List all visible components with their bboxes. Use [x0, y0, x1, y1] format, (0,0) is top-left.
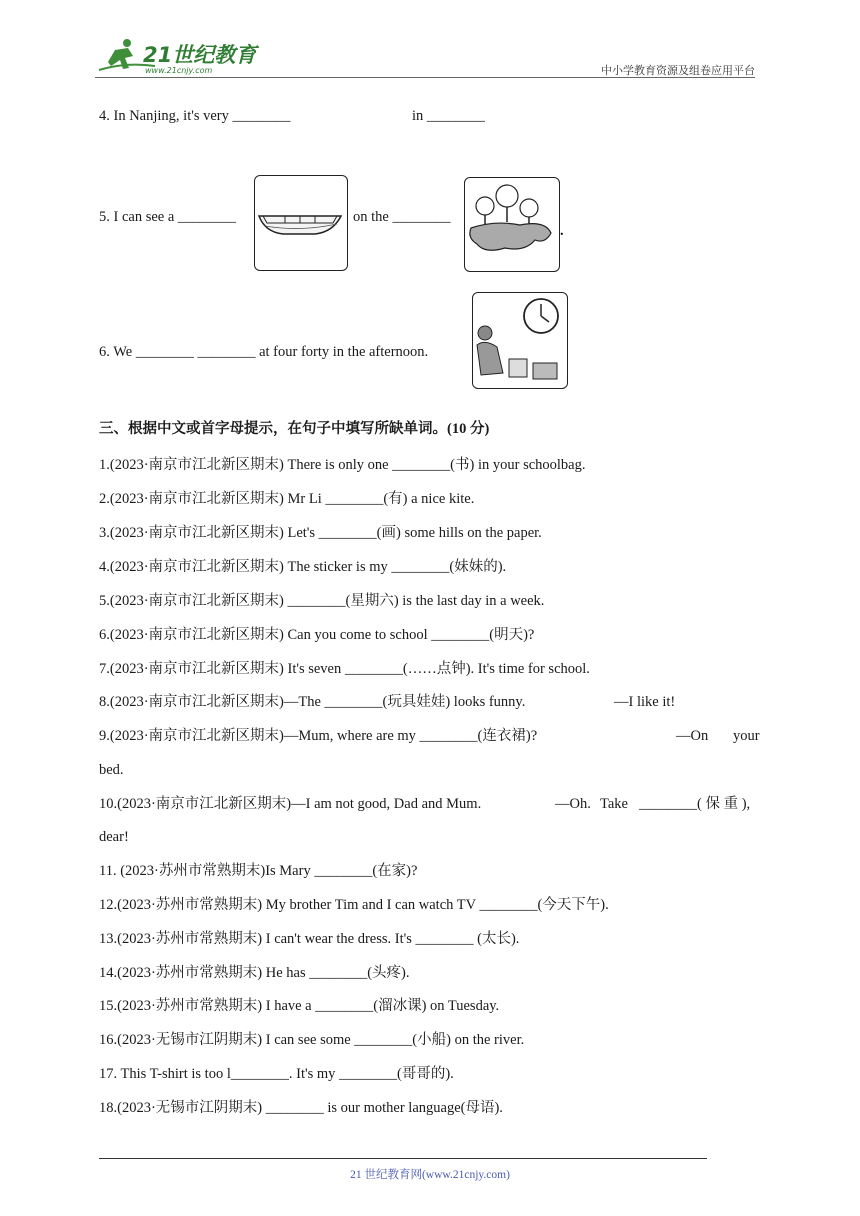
question-2: 2.(2023·南京市江北新区期末) Mr Li ________(有) a nice kite.: [99, 491, 475, 507]
footer-divider: [99, 1158, 707, 1159]
logo-url: www.21cnjy.com: [145, 66, 213, 75]
question-13: 13.(2023·苏州市常熟期末) I can't wear the dress. It's ________ (太长).: [99, 931, 520, 947]
platform-label: 中小学教育资源及组卷应用平台: [601, 64, 755, 77]
question-9: 9.(2023·南京市江北新区期末)—Mum, where are my ________(连衣裙)?: [99, 728, 538, 744]
question-11: 11. (2023·苏州市常熟期末)Is Mary ________(在家)?: [99, 863, 418, 879]
boat-picture: [254, 175, 348, 271]
question-1: 1.(2023·南京市江北新区期末) There is only one ________(书) in your schoolbag.: [99, 457, 586, 473]
question-15: 15.(2023·苏州市常熟期末) I have a ________(溜冰课) on Tuesday.: [99, 998, 500, 1014]
footer-link[interactable]: 21 世纪教育网(www.21cnjy.com): [350, 1169, 510, 1181]
question-10: 10.(2023·南京市江北新区期末)—I am not good, Dad and Mum.: [99, 796, 482, 812]
logo-text: 21世纪教育: [143, 43, 257, 67]
question-3: 3.(2023·南京市江北新区期末) Let's ________(画) some hills on the paper.: [99, 525, 542, 541]
section-3-title: [99, 417, 489, 438]
question-7: 7.(2023·南京市江北新区期末) It's seven ________(……点钟). It's time for school.: [99, 661, 590, 677]
item-6-text: 6. We ________ ________ at four forty in the afternoon.: [99, 344, 429, 360]
question-9-reply-b: your: [733, 728, 760, 744]
question-17: 17. This T-shirt is too l________. It's my ________(哥哥的).: [99, 1066, 454, 1082]
item-5-period: .: [560, 223, 564, 239]
clock-picture: [472, 292, 568, 389]
question-10-continued: dear!: [99, 829, 129, 845]
site-logo: [95, 36, 260, 76]
question-10-reply-a: —Oh.: [555, 796, 591, 812]
item-5-text: 5. I can see a ________: [99, 209, 236, 225]
item-4-text: 4. In Nanjing, it's very ________: [99, 108, 291, 124]
question-5: 5.(2023·南京市江北新区期末) ________(星期六) is the last day in a week.: [99, 593, 545, 609]
header-divider: [95, 77, 755, 78]
question-4: 4.(2023·南京市江北新区期末) The sticker is my ________(妹妹的).: [99, 559, 507, 575]
question-10-reply-c: ________( 保 重 ),: [639, 796, 751, 812]
question-16: 16.(2023·无锡市江阴期末) I can see some ________(小船) on the river.: [99, 1032, 525, 1048]
section-3-score: (10 分): [447, 421, 490, 437]
page-header: [95, 32, 755, 80]
question-8: 8.(2023·南京市江北新区期末)—The ________(玩具娃娃) looks funny.: [99, 694, 526, 710]
question-9-continued: bed.: [99, 762, 124, 778]
section-3-title-text: 三、根据中文或首字母提示，在句子中填写所缺单词。: [99, 421, 447, 437]
question-8-reply: —I like it!: [614, 694, 676, 710]
question-9-reply-a: —On: [676, 728, 709, 744]
question-10-reply-b: Take: [600, 796, 628, 812]
question-18: 18.(2023·无锡市江阴期末) ________ is our mother language(母语).: [99, 1100, 503, 1116]
question-14: 14.(2023·苏州市常熟期末) He has ________(头疼).: [99, 965, 410, 981]
question-12: 12.(2023·苏州市常熟期末) My brother Tim and I can watch TV ________(今天下午).: [99, 897, 609, 913]
question-6: 6.(2023·南京市江北新区期末) Can you come to school ________(明天)?: [99, 627, 535, 643]
item-5-text-b: on the ________: [353, 209, 451, 225]
river-picture: [464, 177, 560, 272]
item-4-text-b: in ________: [412, 108, 485, 124]
